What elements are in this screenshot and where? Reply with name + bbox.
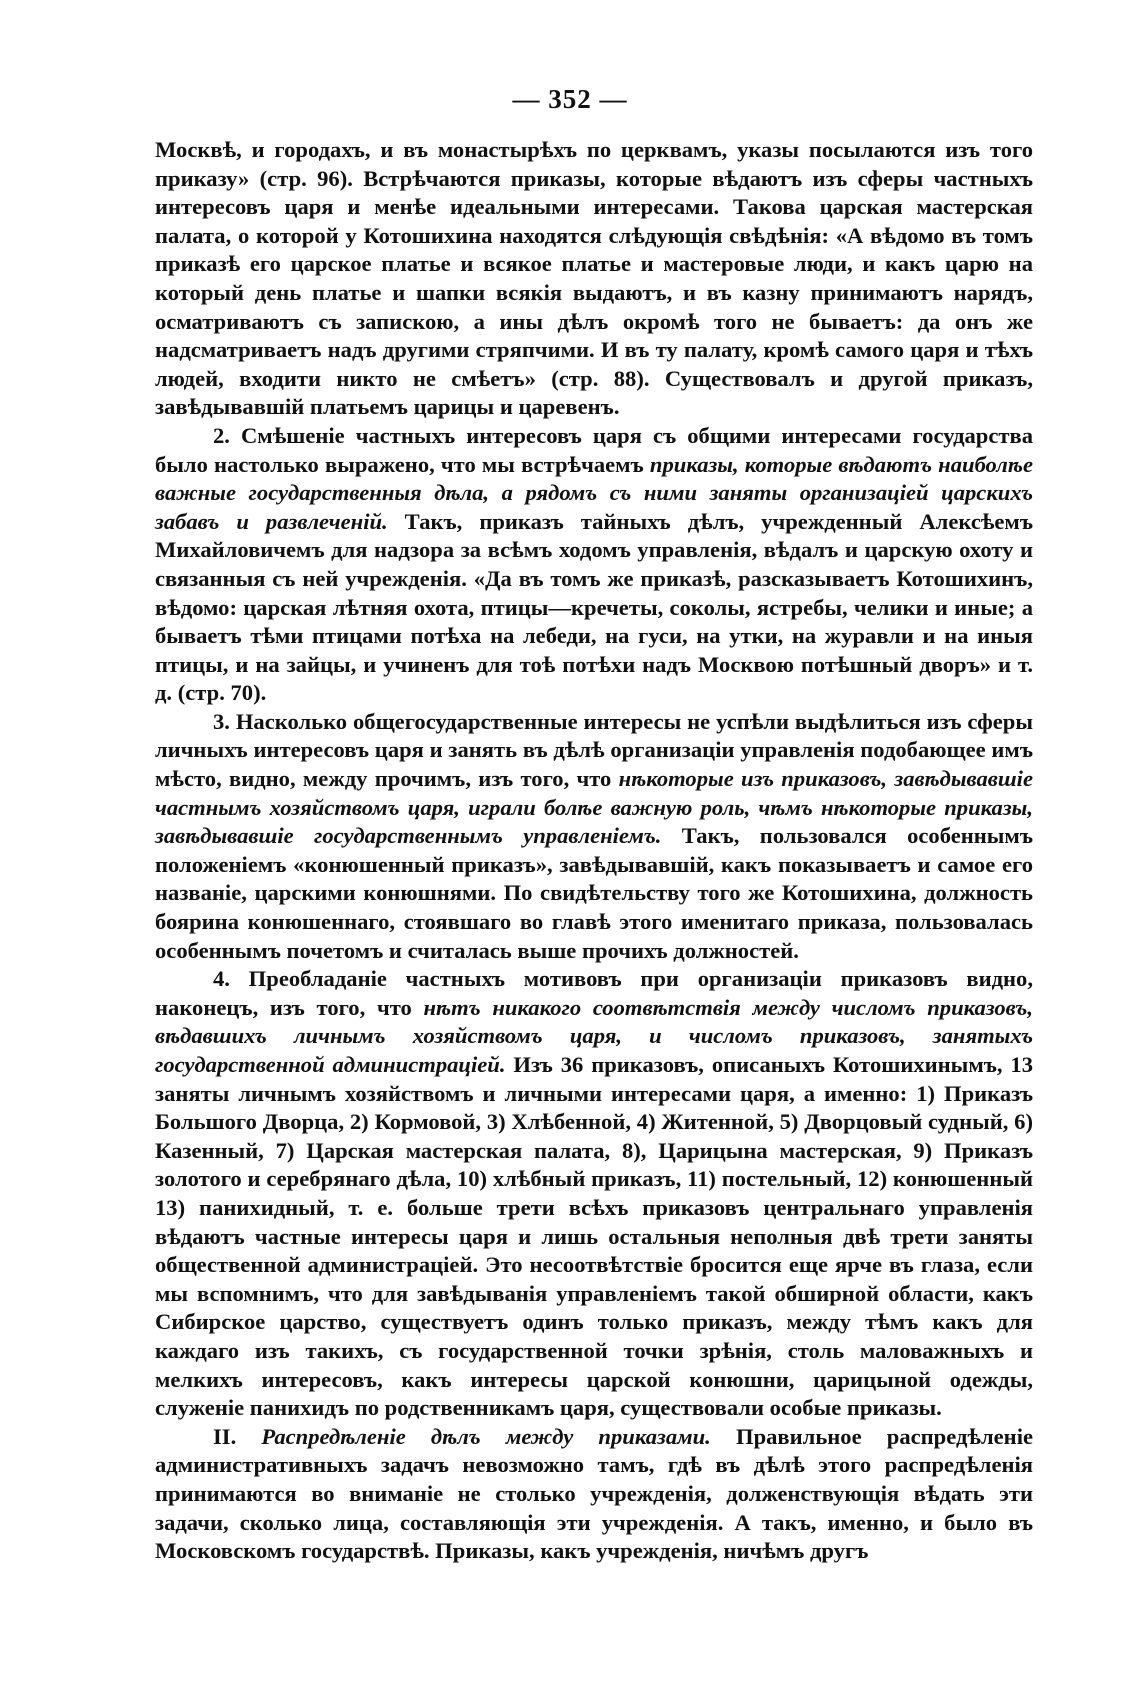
paragraph-text: 4. Преобладаніе частныхъ мотивовъ при организаціи приказовъ видно, наконецъ, изъ того, что	[155, 966, 1033, 1020]
paragraph-1	[155, 136, 1033, 422]
paragraph-text: II.	[213, 1423, 262, 1449]
paragraph-3	[155, 708, 1033, 965]
italic-emphasis: нѣтъ никакого соотвѣтствія между числомъ приказовъ, вѣдавшихъ личнымъ хозяйствомъ царя, и числомъ приказовъ, занятыхъ государственной администраціей.	[155, 994, 1033, 1077]
paragraph-2	[155, 422, 1033, 708]
italic-emphasis: нѣкоторые изъ приказовъ, завѣдывавшіе частнымъ хозяйствомъ царя, играли болѣе важную роль, чѣмъ нѣкоторые приказы, завѣдывавшіе государственнымъ управленіемъ.	[155, 766, 1033, 849]
page-number: — 352 —	[512, 84, 628, 114]
paragraph-text: 2. Смѣшеніе частныхъ интересовъ царя съ общими интересами государства было настолько выражено, что мы встрѣчаемъ	[155, 422, 1033, 477]
paragraph-text: Москвѣ, и городахъ, и въ монастырѣхъ по церквамъ, указы посылаются изъ того приказу» (стр. 96). Встрѣчаются приказы, которые вѣдаютъ изъ сферы частныхъ интересовъ царя и менѣе идеальными интересами. Такова царская мастерская палата, о которой у Котошихина находятся слѣдующія свѣдѣнія: «А вѣдомо въ томъ приказѣ его царское платье и всякое платье и мастеровые люди, и какъ царю на который день платье и шапки всякія выдаютъ, и въ казну принимаютъ нарядъ, осматриваютъ съ запискою, а ины дѣлъ окромѣ того не бываетъ: да онъ же надсматриваетъ надъ другими стряпчими. И въ ту палату, кромѣ самого царя и тѣхъ людей, входити никто не смѣетъ» (стр. 88). Существовалъ и другой приказъ, завѣдывавшій платьемъ царицы и царевенъ.	[155, 137, 1033, 420]
paragraph-text: Такъ, пользовался особеннымъ положеніемъ «конюшенный приказъ», завѣдывавшій, какъ показываетъ и самое его названіе, царскими конюшнями. По свидѣтельству того же Котошихина, должность боярина конюшеннаго, стоявшаго во главѣ этого именитаго приказа, пользовалась особеннымъ почетомъ и считалась выше прочихъ должностей.	[155, 823, 1033, 963]
paragraph-text: 3. Насколько общегосударственные интересы не успѣли выдѣлиться изъ сферы личныхъ интересовъ царя и занять въ дѣлѣ организаціи управленія подобающее имъ мѣсто, видно, между прочимъ, изъ того, что	[155, 708, 1033, 792]
paragraph-text: Изъ 36 приказовъ, описаныхъ Котошихинымъ, 13 заняты личнымъ хозяйствомъ и личными интересами царя, а именно: 1) Приказъ Большого Дворца, 2) Кормовой, 3) Хлѣбенной, 4) Житенной, 5) Дворцовый судный, 6) Казенный, 7) Царская мастерская палата, 8), Царицына мастерская, 9) Приказъ золотого и серебрянаго дѣла, 10) хлѣбный приказъ, 11) постельный, 12) конюшенный 13) панихидный, т. е. больше трети всѣхъ приказовъ центральнаго управленія вѣдаютъ частные интересы царя и лишь остальныя неполныя двѣ трети заняты общественной администраціей. Это несоотвѣтствіе бросится еще ярче въ глаза, если мы вспомнимъ, что для завѣдыванія управленіемъ такой обширной области, какъ Сибирское царство, существуетъ одинъ только приказъ, между тѣмъ какъ для каждаго изъ такихъ, съ государственной точки зрѣнія, столь маловажныхъ и мелкихъ интересовъ, какъ интересы царской конюшни, царицыной одежды, служеніе панихидъ по родственникамъ царя, существовали особые приказы.	[155, 1052, 1034, 1421]
body-text	[155, 136, 1033, 1566]
paragraph-5	[155, 1423, 1033, 1566]
paragraph-4	[155, 965, 1033, 1423]
paragraph-text: Такъ, приказъ тайныхъ дѣлъ, учрежденный Алексѣемъ Михайловичемъ для надзора за всѣмъ ходомъ управленія, вѣдалъ и царскую охоту и связанныя съ ней учрежденія. «Да въ томъ же приказѣ, разсказываетъ Котошихинъ, вѣдомо: царская лѣтняя охота, птицы—кречеты, соколы, ястребы, челики и иные; а бываетъ тѣми птицами потѣха на лебеди, на гуси, на утки, на журавли и на иныя птицы, и на зайцы, и учиненъ для тоѣ потѣхи надъ Москвою потѣшный дворъ» и т. д. (стр. 70).	[155, 508, 1033, 706]
italic-emphasis: приказы, которые вѣдаютъ наиболѣе важные государственныя дѣла, а рядомъ съ ними заняты организаціей царскихъ забавъ и развлеченій.	[155, 451, 1033, 534]
paragraph-text: Правильное распредѣленіе административныхъ задачъ невозможно тамъ, гдѣ въ дѣлѣ этого распредѣленія принимаются во вниманіе не столько учрежденія, долженствующія вѣдать эти задачи, сколько лица, составляющія эти учрежденія. А такъ, именно, и было въ Московскомъ государствѣ. Приказы, какъ учрежденія, ничѣмъ другъ	[155, 1423, 1033, 1564]
section-heading: Распредѣленіе дѣлъ между приказами.	[261, 1423, 711, 1449]
